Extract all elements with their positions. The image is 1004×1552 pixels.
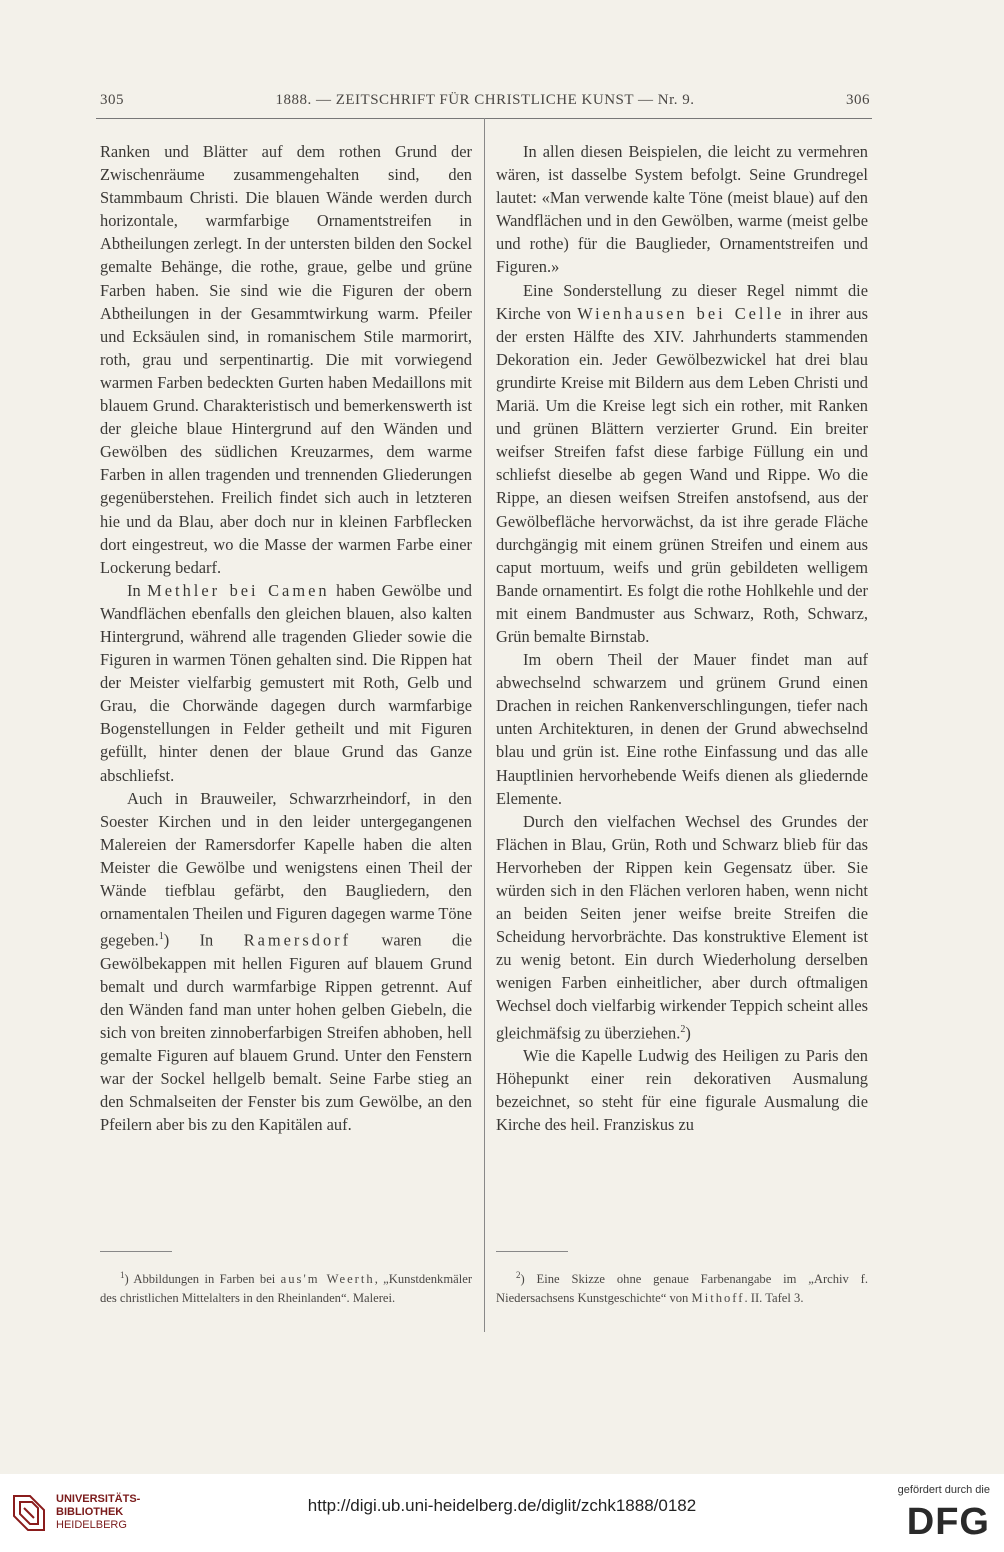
paragraph: In allen diesen Beispielen, die leicht zu vermehren wären, ist dasselbe System befolgt. Seine Grundregel lautet: «Man verwende kalte Töne (meist blaue) auf den Wandflächen und in den Gewölben, warme (meist gelbe und rothe) für die Bauglieder, Ornamentstreifen und Figuren.» bbox=[496, 142, 868, 277]
author-name: aus'm Weerth bbox=[280, 1272, 375, 1287]
author-name: Mithoff bbox=[691, 1291, 745, 1306]
running-header bbox=[100, 92, 870, 114]
footnote-ref: 1 bbox=[158, 931, 164, 943]
permalink-url[interactable]: http://digi.ub.uni-heidelberg.de/diglit/zchk1888/0182 bbox=[307, 1496, 697, 1515]
text-run: Auch in Brauweiler, Schwarzrheindorf, in den Soester Kirchen und in den leider untergegangenen Malereien der Ramersdorfer Kapelle haben die alten Meister die Gewölbe und wenigstens einen Theil der Wände tiefblau gefärbt, den Baugliedern, den ornamentalen Theilen und Figuren dagegen warme Töne gegeben. bbox=[100, 788, 472, 950]
paragraph bbox=[496, 810, 868, 1044]
text-run: , „Kunstdenkmäler des christlichen Mittelalters in den Rheinlanden“. Malerei. bbox=[100, 1272, 473, 1306]
paragraph bbox=[100, 787, 472, 1137]
text-run: In bbox=[127, 580, 148, 600]
page-number-left: 305 bbox=[100, 92, 124, 108]
paragraph: Wie die Kapelle Ludwig des Heiligen zu Paris den Höhepunkt einer rein dekorativen Ausmalung bezeichnet, so steht für eine figurale Ausmalung die Kirche des heil. Franziskus zu bbox=[496, 1046, 868, 1135]
footnote-left bbox=[100, 1266, 472, 1308]
left-column bbox=[100, 140, 472, 1137]
footnote-rule bbox=[496, 1251, 568, 1252]
paragraph bbox=[100, 579, 472, 787]
page-number-right: 306 bbox=[846, 92, 870, 108]
footnote-rule bbox=[100, 1251, 172, 1252]
text-run: waren die Gewölbekappen mit hellen Figuren auf blauem Grund bemalt und durch warmfarbige Rippen getrennt. Auf den Wänden fand man unter hohen gelben Giebeln, die sich von breiten zinnoberfarbigen Streifen abhoben, hell gemalte Figuren auf blauem Grund. Unter den Fenstern war der Sockel hellgelb bemalt. Seine Farbe stieg an den Schmalseiten der Fenster bis zum Gewölbe, an den Pfeilern aber bis zu den Kapitälen auf. bbox=[100, 930, 472, 1135]
footnote-number: 1 bbox=[120, 1270, 125, 1280]
footnote-right bbox=[496, 1266, 868, 1308]
text-run: . II. Tafel 3. bbox=[744, 1291, 804, 1306]
column-divider bbox=[484, 118, 485, 1332]
university-line: HEIDELBERG bbox=[56, 1519, 127, 1531]
spaced-place-name: Wienhausen bei Celle bbox=[577, 303, 785, 323]
text-run: in ihrer aus der ersten Hälfte des XIV. Jahrhunderts stammenden Dekoration ein. Jeder Gewölbezwickel hat drei blau grundirte Kreise mit Bildern aus dem Leben Christi und Mariä. Um die Kreise legt sich ein rother, mit Ranken und grünen Blättern verzierter Grund. Ein breiter weifser Streifen fafst diese farbige Füllung ein und schliefst dieselbe ab gegen Wand und Rippe. Wo die Rippe, an diesen weifsen Streifen anstofsend, aus der Gewölbefläche hervorwächst, da ist ihre gerade Fläche durchgängig mit einem grünen Streifen und einem aus caput mortuum, weifs und grün gebildeten welligem Bande ornamentirt. Es folgt die rothe Hohlkehle und der mit einem Bandmuster aus Schwarz, Roth, Schwarz, Grün bemalte Birnstab. bbox=[496, 303, 868, 646]
paragraph bbox=[496, 279, 868, 649]
paragraph: Ranken und Blätter auf dem rothen Grund der Zwischenräume zusammengehalten sind, den Stammbaum Christi. Die blauen Wände werden durch horizontale, warmfarbige Ornamentstreifen in Abtheilungen zerlegt. In der untersten bilden den Sockel gemalte Behänge, die rothe, graue, gelbe und grüne Farben haben. Sie sind wie die Figuren der obern Abtheilungen in der Gesammtwirkung warm. Pfeiler und Ecksäulen sind, in romanischem Stile marmorirt, roth, grau und serpentinartig. Die mit vorwiegend warmen Farben bedeckten Gurten haben Medaillons mit blauem Grund. Charakteristisch und bemerkenswerth ist der gleiche blaue Hintergrund auf den Wänden und Gewölben des südlichen Kreuzarmes, dem warme Farben in allen tragenden und trennenden Gliederungen gegenüberstehen. Freilich findet sich auch in letzteren hie und da Blau, aber doch nur in kleinen Farbflecken dort eingestreut, wo die Masse der warmen Farbe einer Lockerung bedarf. bbox=[100, 142, 472, 577]
paragraph: Im obern Theil der Mauer findet man auf abwechselnd schwarzem und grünem Grund einen Drachen in reichen Rankenverschlingungen, tiefer nach unten Architekturen, in denen der Grund abwechselnd blau und grün ist. Eine rothe Einfassung und das alle Hauptlinien hervorhebende Weifs dienen als gliedernde Elemente. bbox=[496, 650, 868, 808]
journal-title: 1888. — ZEITSCHRIFT FÜR CHRISTLICHE KUNST — Nr. 9. bbox=[275, 92, 695, 108]
text-run: ) In bbox=[163, 930, 244, 950]
spaced-place-name: Methler bei Camen bbox=[147, 580, 330, 600]
right-column bbox=[496, 140, 868, 1137]
footnote-ref: 2 bbox=[680, 1023, 686, 1035]
text-run: ) Abbildungen in Farben bei bbox=[124, 1272, 281, 1287]
text-run: ) bbox=[685, 1023, 691, 1043]
viewer-footer bbox=[0, 1474, 1004, 1552]
text-run: Eine Sonderstellung zu dieser Regel nimmt die Kirche von bbox=[496, 280, 868, 323]
text-run: ) Eine Skizze ohne genaue Farbenangabe im „Archiv f. Niedersachsens Kunstgeschichte“ von bbox=[496, 1272, 868, 1306]
dfg-logo[interactable]: DFG bbox=[906, 1501, 990, 1543]
text-run: haben Gewölbe und Wandflächen ebenfalls den gleichen blauen, also kalten Hintergrund, während alle tragenden Glieder sowie die Figuren in warmen Tönen gehalten sind. Die Rippen hat der Meister vielfarbig gemustert mit Roth, Gelb und Grau, die Chorwände dagegen durch warmfarbige Bogenstellungen in Felder getheilt und mit Figuren gefüllt, hinter denen der blaue Grund das Ganze abschliefst. bbox=[100, 580, 472, 785]
university-line: UNIVERSITÄTS- bbox=[56, 1493, 141, 1505]
text-run: Durch den vielfachen Wechsel des Grundes der Flächen in Blau, Grün, Roth und Schwarz blieb für das Hervorheben der Rippen kein Gegensatz über. Sie würden sich in den Flächen verloren haben, wenn nicht an beiden Seiten jener weifse breite Streifen die Scheidung hervorbrächte. Das konstruktive Element ist zu wenig betont. Ein durch Wiederholung derselben wenigen Farben einheitlicher, aber durch oftmaligen Wechsel doch vielfarbig wirkender Teppich scheint alles gleichmäfsig zu überziehen. bbox=[496, 811, 868, 1043]
spaced-place-name: Ramersdorf bbox=[243, 930, 352, 950]
footnote-number: 2 bbox=[516, 1270, 521, 1280]
university-line: BIBLIOTHEK bbox=[56, 1506, 124, 1518]
funding-label: gefördert durch die bbox=[897, 1484, 990, 1496]
